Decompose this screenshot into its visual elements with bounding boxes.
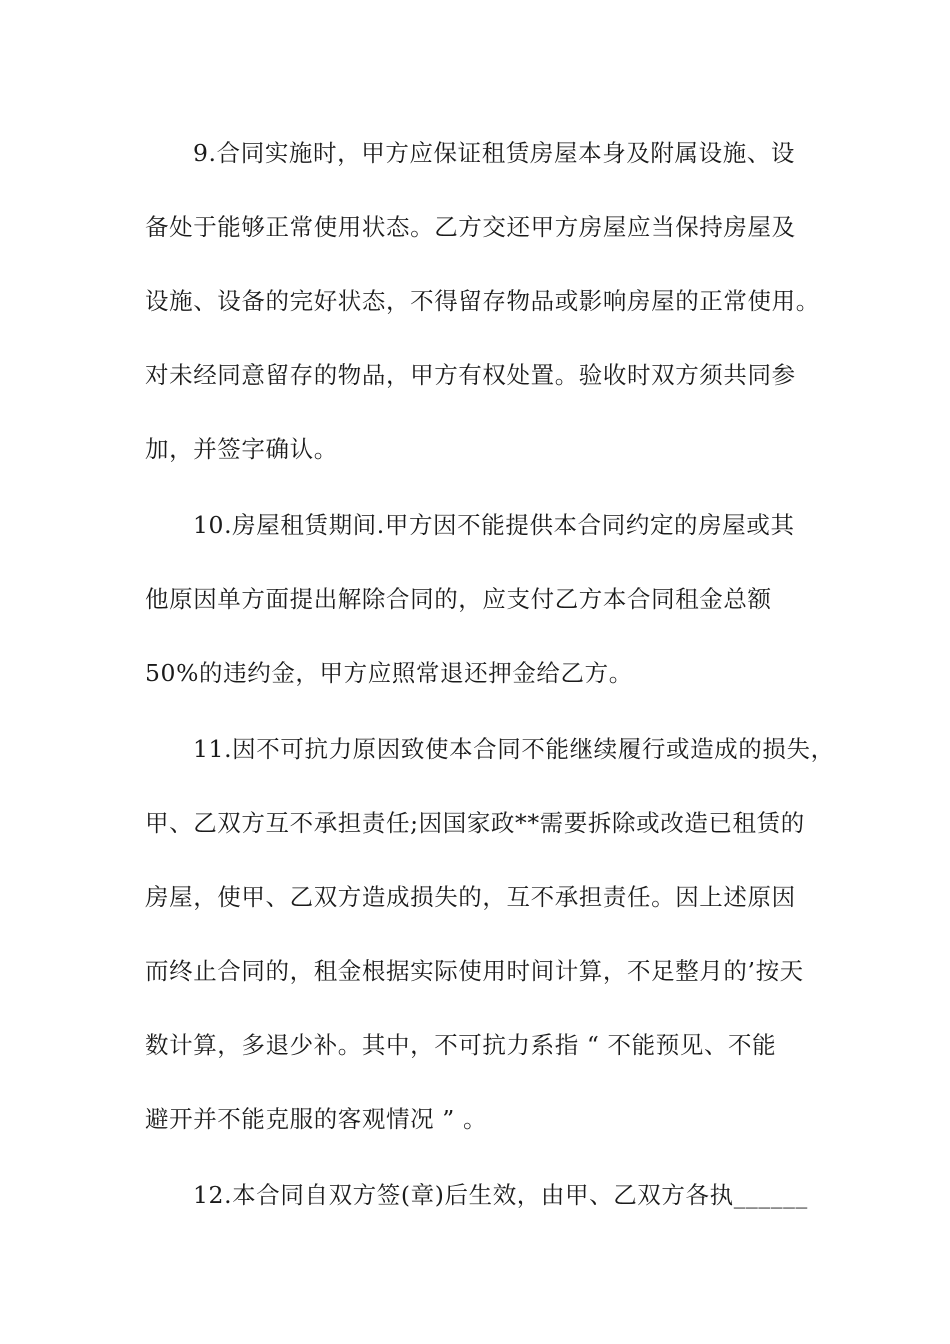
paragraph-9-line-1: 9.合同实施时，甲方应保证租赁房屋本身及附属设施、设 <box>193 139 796 167</box>
paragraph-10-line-3: 50%的违约金，甲方应照常退还押金给乙方。 <box>145 659 633 687</box>
paragraph-11-line-1: 11.因不可抗力原因致使本合同不能继续履行或造成的损失， <box>193 735 835 763</box>
paragraph-11-line-4: 而终止合同的，租金根据实际使用时间计算，不足整月的’按天 <box>145 957 804 985</box>
paragraph-10-line-2: 他原因单方面提出解除合同的，应支付乙方本合同租金总额 <box>145 585 772 613</box>
paragraph-11-line-6: 避开并不能克服的客观情况 ” 。 <box>145 1105 488 1133</box>
paragraph-9-line-4: 对未经同意留存的物品，甲方有权处置。验收时双方须共同参 <box>145 361 796 389</box>
paragraph-9-line-2: 备处于能够正常使用状态。乙方交还甲方房屋应当保持房屋及 <box>145 213 796 241</box>
paragraph-10-line-1: 10.房屋租赁期间.甲方因不能提供本合同约定的房屋或其 <box>193 511 795 539</box>
paragraph-11-line-5: 数计算，多退少补。其中，不可抗力系指 “ 不能预见、不能 <box>145 1031 777 1059</box>
paragraph-11-line-3: 房屋，使甲、乙双方造成损失的，互不承担责任。因上述原因 <box>145 883 796 911</box>
paragraph-11-line-2: 甲、乙双方互不承担责任;因国家政**需要拆除或改造已租赁的 <box>145 809 805 837</box>
paragraph-12-line-1: 12.本合同自双方签(章)后生效，由甲、乙双方各执______ <box>193 1181 808 1209</box>
paragraph-9-line-3: 设施、设备的完好状态，不得留存物品或影响房屋的正常使用。 <box>145 287 820 315</box>
paragraph-9-line-5: 加，并签字确认。 <box>145 435 338 463</box>
